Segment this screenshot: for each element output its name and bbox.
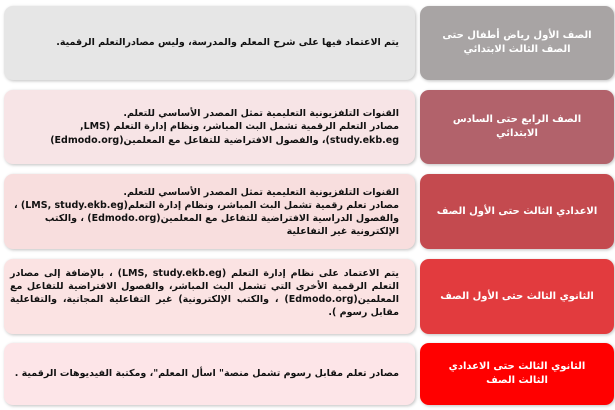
- description-line: والفصول الدراسية الافتراضية للتفاعل مع المعلمين(Edmodo.org) ، والكتب: [44, 213, 399, 224]
- stage-description-1: [4, 6, 415, 80]
- description-line: يتم الاعتماد على نظام إدارة التعلم (LMS, study.ekb.eg) ، بالإضافة إلى مصادر التعلم الرقمية الأخرى التي تشمل البث المباشر، والفصول الافتراضية للتفاعل مع المعلمين(Edmodo.org) ، والكتب الإلكترونية) غير التفاعلية المجانية، والتفاعلية مقابل رسوم ).: [10, 268, 399, 318]
- stage-row-1: [4, 6, 614, 80]
- description-line: يتم الاعتماد فيها على شرح المعلم والمدرسة، وليس مصادرالتعلم الرقمية.: [56, 37, 399, 48]
- description-line: القنوات التلفزيونية التعليمية تمثل المصدر الأساسي للتعلم.: [123, 187, 399, 198]
- stage-label-5: الثانوي الثالث حتى الاعدادي الثالث الصف: [420, 343, 614, 405]
- stage-label-2: الصف الرابع حتى السادس الابتدائي: [420, 90, 614, 164]
- stage-row-4: [4, 259, 614, 334]
- description-line: مصادر التعلم الرقمية تشمل البث المباشر، ونظام إدارة التعلم (LMS,: [79, 121, 399, 133]
- stage-label-3: الاعدادي الثالث حتى الأول الصف: [420, 174, 614, 249]
- description-line: مصادر تعلم مقابل رسوم تشمل منصة" اسأل المعلم"، ومكتبة الفيديوهات الرقمية .: [14, 368, 399, 379]
- stage-label-1: الصف الأول رياض أطفال حتى الصف الثالث الابتدائي: [420, 6, 614, 80]
- stage-row-3: [4, 174, 614, 249]
- stage-description-4: [4, 259, 415, 334]
- stage-row-5: [4, 343, 614, 405]
- stage-row-2: [4, 90, 614, 164]
- description-line: study.ekb.eg)، والفصول الافتراضية للتفاعل مع المعلمين(Edmodo.org): [50, 134, 399, 146]
- description-line: مصادر تعلم رقمية تشمل البث المباشر، ونظام إدارة التعلم(LMS, study.ekb.eg) ،: [13, 200, 399, 211]
- stage-description-3: [4, 174, 415, 249]
- stage-description-5: [4, 343, 415, 405]
- description-line: الإلكترونية غير التفاعلية: [286, 226, 399, 237]
- description-line: القنوات التلفزيونية التعليمية تمثل المصدر الأساسي للتعلم.: [123, 107, 399, 119]
- stage-label-4: الثانوي الثالث حتى الأول الصف: [420, 259, 614, 334]
- stage-description-2: [4, 90, 415, 164]
